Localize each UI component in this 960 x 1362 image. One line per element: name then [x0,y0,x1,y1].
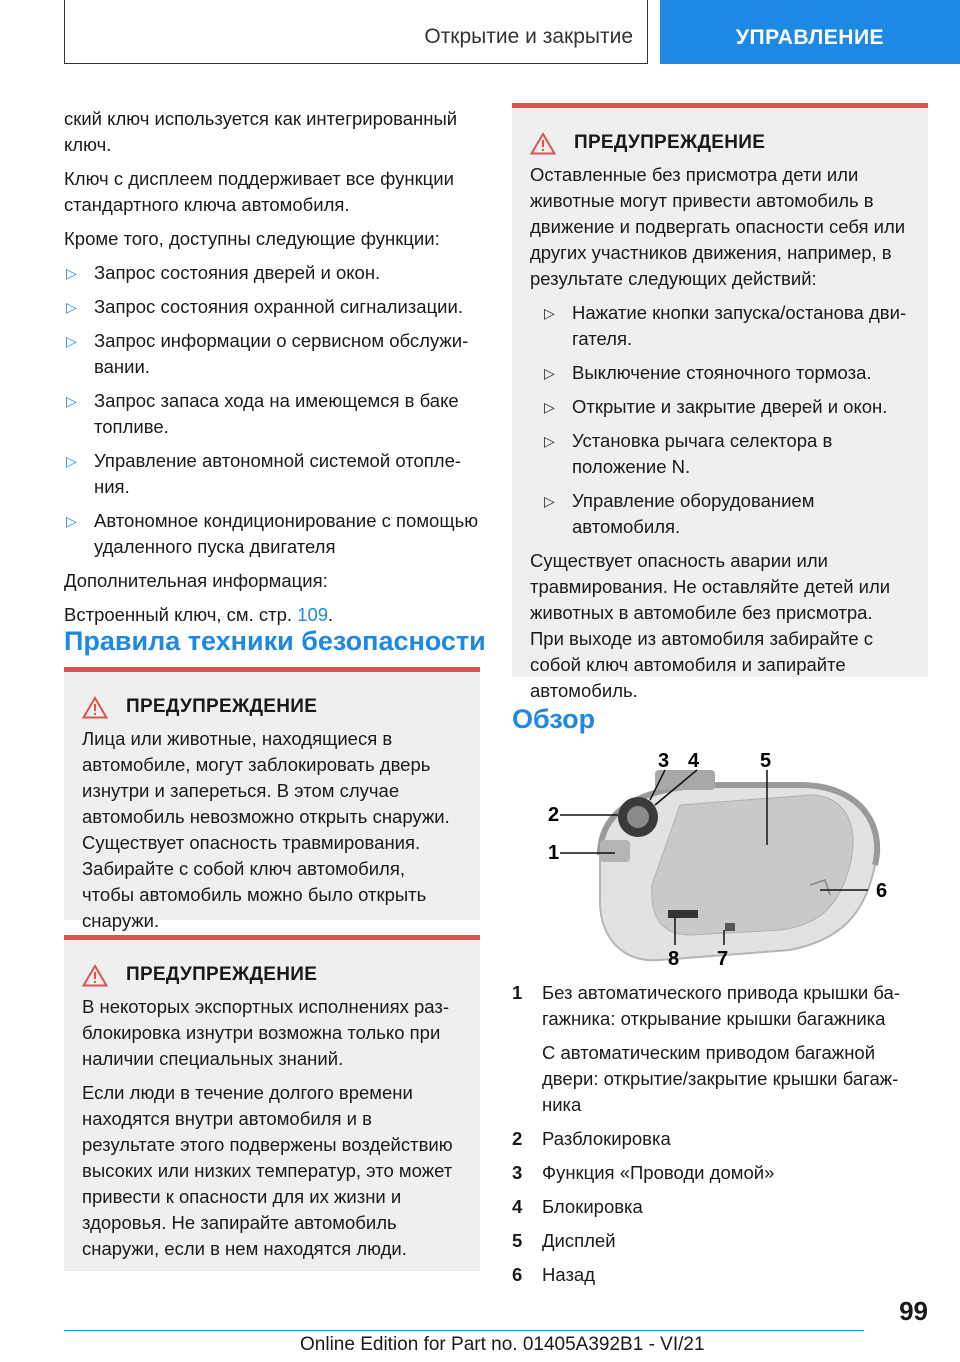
triangle-bullet-icon: ▷ [544,493,555,509]
callout-7: 7 [717,948,729,970]
warning-title: ПРЕДУПРЕЖДЕНИЕ [574,132,766,153]
legend-item: 1 Без автоматического привода крышки багажника: открывание крышки багажника С автоматическим приводом багажной двери: открытие/закрытие крышки багажника [512,982,900,1115]
list-item: ▷ Открытие и закрытие дверей и окон. [530,394,908,420]
triangle-bullet-icon: ▷ [66,299,77,315]
warning-box-2 [64,935,480,1271]
left-column [64,106,480,636]
intro-paragraph-1: ский ключ используется как интегрированный ключ. [64,108,458,155]
list-item: ▷ Нажатие кнопки запуска/останова двигателя. [530,300,908,352]
header-chapter [660,0,960,64]
warning-text: Оставленные без присмотра дети или животные могут привести автомобиль в движение и подвергать опасности себя или других участников движения, например, в результате следующих действий: [530,164,906,289]
page-link[interactable]: 109 [297,604,329,625]
list-item: ▷ Запрос информации о сервисном обслуживании. [64,328,480,380]
footer-divider [64,1330,864,1331]
list-item: ▷ Автономное кондиционирование с помощью удаленного пуска двигателя [64,508,480,560]
triangle-bullet-icon: ▷ [544,433,555,449]
triangle-bullet-icon: ▷ [66,393,77,409]
callout-1: 1 [548,842,560,864]
warning-box-3 [512,103,928,701]
list-item: ▷ Управление оборудованием автомобиля. [530,488,908,540]
warning-title: ПРЕДУПРЕЖДЕНИЕ [126,964,318,985]
page-number: 99 [899,1296,928,1326]
triangle-bullet-icon: ▷ [66,513,77,529]
display-key-illustration [540,745,910,975]
cross-reference: Встроенный ключ, см. стр. 109. [64,604,334,625]
callout-5: 5 [760,750,772,772]
triangle-bullet-icon: ▷ [544,365,555,381]
header-section [64,0,648,64]
triangle-bullet-icon: ▷ [544,305,555,321]
warning-text: В некоторых экспортных исполнениях разблокировка изнутри возможна только при наличии специальных знаний. [82,996,450,1069]
triangle-bullet-icon: ▷ [544,399,555,415]
warning-triangle-icon [530,132,556,155]
callout-2: 2 [548,804,560,826]
list-item: ▷ Установка рычага селектора в положение N. [530,428,908,480]
triangle-bullet-icon: ▷ [66,333,77,349]
triangle-bullet-icon: ▷ [66,453,77,469]
callout-6: 6 [876,880,888,902]
warning-text: Лица или животные, находящиеся в автомобиле, могут заблокировать дверь изнутри и запереться. В этом случае автомобиль невозможно открыть снаружи. Существует опасность травмирования. Забирайте с собой ключ автомобиля, чтобы автомобиль можно было открыть снаружи. [82,728,450,931]
legend-item: 6 Назад [512,1264,596,1285]
warning-box-1 [64,667,480,931]
edition-info: Online Edition for Part no. 01405A392B1 - VI/21 [300,1334,705,1355]
callout-4: 4 [688,750,700,772]
warning-triangle-icon [82,696,108,719]
list-item: ▷ Запрос состояния дверей и окон. [64,260,480,286]
callout-3: 3 [658,750,670,772]
header-section-label: Открытие и закрытие [424,25,633,48]
legend-item: 3 Функция «Проводи домой» [512,1162,775,1183]
header-chapter-label: УПРАВЛЕНИЕ [735,26,885,49]
triangle-bullet-icon: ▷ [66,265,77,281]
warning-text: Если люди в течение долгого времени находятся внутри автомобиля и в результате этого подвержены воздействию высоких или низких температур, это может привести к опасности для их жизни и здоровья. Не запирайте автомобиль снаружи, если в нем находятся люди. [82,1082,453,1259]
warning-triangle-icon [82,964,108,987]
list-item: ▷ Управление автономной системой отопления. [64,448,480,500]
safety-section-title: Правила техники безопасности [64,626,486,656]
list-item: ▷ Запрос состояния охранной сигнализации. [64,294,480,320]
overview-legend [512,980,928,1296]
intro-paragraph-3: Кроме того, доступны следующие функции: [64,228,440,249]
list-item: ▷ Выключение стояночного тормоза. [530,360,908,386]
legend-item: 5 Дисплей [512,1230,616,1251]
warning-title: ПРЕДУПРЕЖДЕНИЕ [126,696,318,717]
extra-info-label: Дополнительная информация: [64,570,328,591]
list-item: ▷ Запрос запаса хода на имеющемся в баке топливе. [64,388,480,440]
warning-text: Существует опасность аварии или травмирования. Не оставляйте детей или животных в автомобиле без присмотра. При выходе из автомобиля забирайте с собой ключ автомобиля и запирайте автомобиль. [530,550,891,701]
intro-paragraph-2: Ключ с дисплеем поддерживает все функции стандартного ключа автомобиля. [64,168,454,215]
legend-item: 4 Блокировка [512,1196,643,1217]
overview-section-title: Обзор [512,704,596,734]
legend-item: 2 Разблокировка [512,1128,671,1149]
callout-8: 8 [668,948,680,970]
